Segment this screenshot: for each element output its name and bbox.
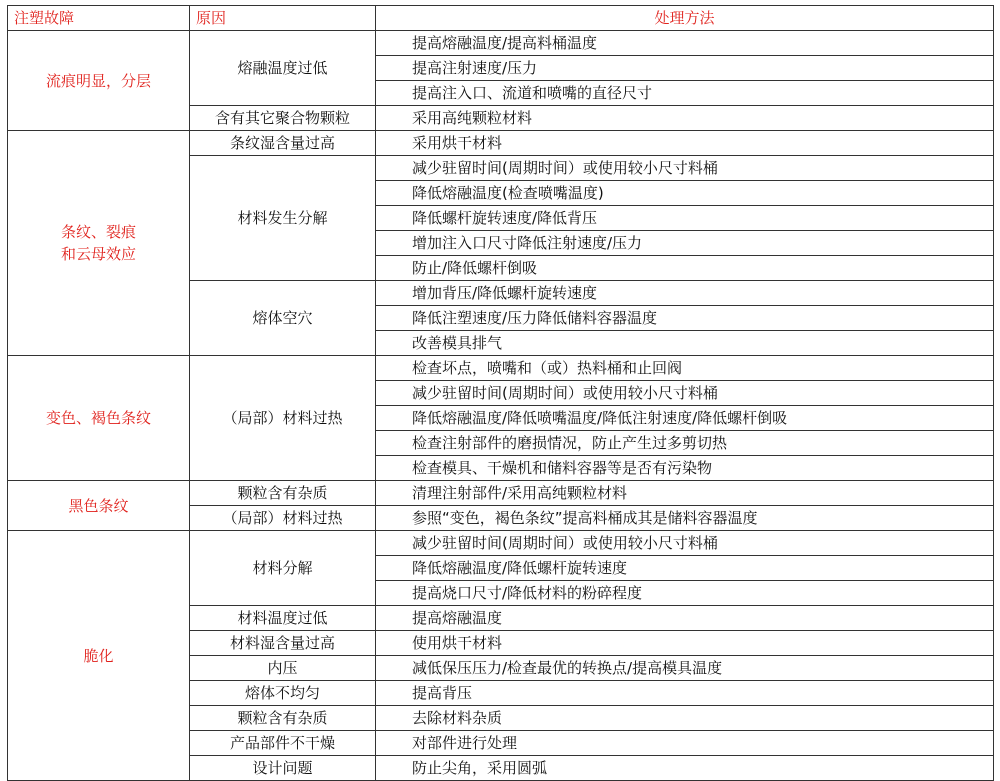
method-cell: 改善模具排气 [376,331,994,356]
cause-cell: 含有其它聚合物颗粒 [190,106,376,131]
method-cell: 降低熔融温度/降低螺杆旋转速度 [376,556,994,581]
method-cell: 降低熔融温度/降低喷嘴温度/降低注射速度/降低螺杆倒吸 [376,406,994,431]
cause-cell: 材料分解 [190,531,376,606]
method-cell: 检查坏点，喷嘴和（或）热料桶和止回阀 [376,356,994,381]
cause-cell: 材料温度过低 [190,606,376,631]
cause-cell: 熔体不均匀 [190,681,376,706]
cause-cell: 产品部件不干燥 [190,731,376,756]
method-cell: 降低注塑速度/压力降低储料容器温度 [376,306,994,331]
table-body [8,31,994,781]
method-cell: 提高熔融温度/提高料桶温度 [376,31,994,56]
method-cell: 去除材料杂质 [376,706,994,731]
cause-cell: （局部）材料过热 [190,506,376,531]
method-cell: 减低保压压力/检查最优的转换点/提高模具温度 [376,656,994,681]
header-cause: 原因 [190,6,376,31]
header-method: 处理方法 [376,6,994,31]
method-cell: 提高背压 [376,681,994,706]
method-cell: 提高注射速度/压力 [376,56,994,81]
cause-cell: 条纹湿含量过高 [190,131,376,156]
table-row [8,31,994,56]
method-cell: 清理注射部件/采用高纯颗粒材料 [376,481,994,506]
cause-cell: 内压 [190,656,376,681]
method-cell: 减少驻留时间(周期时间）或使用较小尺寸料桶 [376,381,994,406]
method-cell: 提高烧口尺寸/降低材料的粉碎程度 [376,581,994,606]
table-row [8,531,994,556]
method-cell: 对部件进行处理 [376,731,994,756]
fault-cell: 变色、褐色条纹 [8,356,190,481]
method-cell: 降低螺杆旋转速度/降低背压 [376,206,994,231]
cause-cell: 颗粒含有杂质 [190,481,376,506]
fault-cell: 黑色条纹 [8,481,190,531]
method-cell: 防止尖角，采用圆弧 [376,756,994,781]
cause-cell: 熔体空穴 [190,281,376,356]
cause-cell: 材料湿含量过高 [190,631,376,656]
troubleshooting-table [7,5,994,781]
method-cell: 使用烘干材料 [376,631,994,656]
cause-cell: 设计问题 [190,756,376,781]
method-cell: 采用烘干材料 [376,131,994,156]
fault-cell: 条纹、裂痕 和云母效应 [8,131,190,356]
method-cell: 参照“变色，褐色条纹”提高料桶成其是储料容器温度 [376,506,994,531]
method-cell: 提高熔融温度 [376,606,994,631]
method-cell: 提高注入口、流道和喷嘴的直径尺寸 [376,81,994,106]
table-row [8,356,994,381]
method-cell: 防止/降低螺杆倒吸 [376,256,994,281]
method-cell: 检查注射部件的磨损情况，防止产生过多剪切热 [376,431,994,456]
table-row [8,131,994,156]
method-cell: 增加注入口尺寸降低注射速度/压力 [376,231,994,256]
table-row [8,481,994,506]
method-cell: 增加背压/降低螺杆旋转速度 [376,281,994,306]
method-cell: 采用高纯颗粒材料 [376,106,994,131]
header-row [8,6,994,31]
fault-cell: 脆化 [8,531,190,781]
method-cell: 降低熔融温度(检查喷嘴温度) [376,181,994,206]
method-cell: 减少驻留时间(周期时间）或使用较小尺寸料桶 [376,531,994,556]
cause-cell: 颗粒含有杂质 [190,706,376,731]
cause-cell: 材料发生分解 [190,156,376,281]
method-cell: 检查模具、干燥机和储料容器等是否有污染物 [376,456,994,481]
cause-cell: 熔融温度过低 [190,31,376,106]
cause-cell: （局部）材料过热 [190,356,376,481]
method-cell: 减少驻留时间(周期时间）或使用较小尺寸料桶 [376,156,994,181]
header-fault: 注塑故障 [8,6,190,31]
fault-cell: 流痕明显，分层 [8,31,190,131]
